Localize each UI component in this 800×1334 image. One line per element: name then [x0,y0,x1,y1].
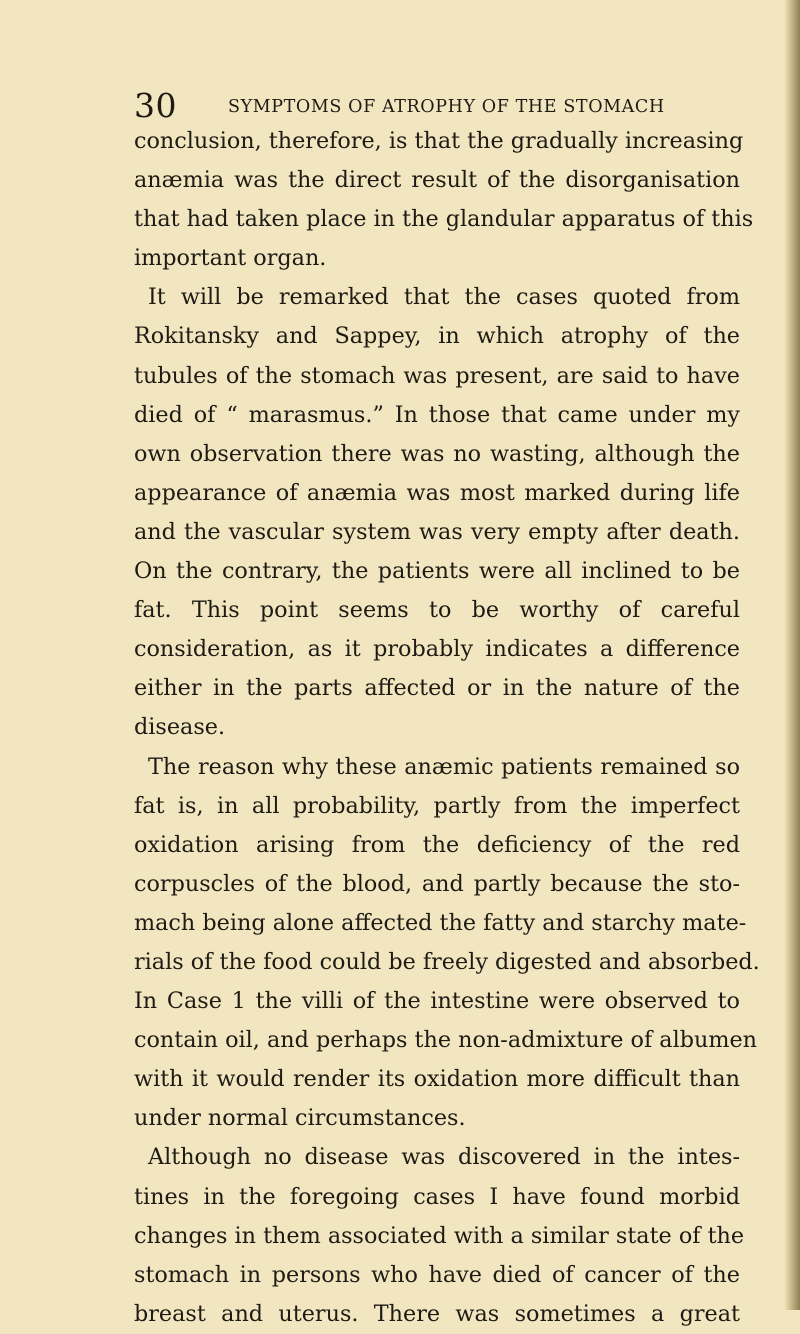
text-line: oxidation arising from the deficiency of the red [134,831,740,858]
text-line: either in the parts affected or in the nature of the [134,675,740,702]
text-line: important organ. [134,245,327,272]
text-line: under normal circumstances. [134,1105,466,1132]
text-line: rials of the food could be freely digested and absorbed. [134,948,760,975]
text-line: On the contrary, the patients were all inclined to be [134,558,740,585]
text-line: with it would render its oxidation more difficult than [134,1066,740,1093]
text-line: stomach in persons who have died of cancer of the [134,1261,740,1288]
text-line: breast and uterus. There was sometimes a great [134,1300,740,1327]
page-edge-shadow [784,0,800,1310]
text-line: consideration, as it probably indicates a difference [134,636,740,663]
text-line: Rokitansky and Sappey, in which atrophy of the [134,323,740,350]
text-line: mach being alone affected the fatty and starchy mate- [134,909,747,936]
text-line: fat is, in all probability, partly from the imperfect [134,792,740,819]
text-line: fat. This point seems to be worthy of careful [134,597,740,624]
text-line: own observation there was no wasting, although the [134,440,740,467]
text-line: contain oil, and perhaps the non-admixture of albumen [134,1027,758,1054]
text-line: conclusion, therefore, is that the gradually increasing [134,128,744,154]
page-number: 30 [134,86,177,125]
page-header [134,86,774,126]
text-line: The reason why these anæmic patients remained so [148,753,740,780]
text-line: and the vascular system was very empty after death. [134,518,740,545]
text-line: In Case 1 the villi of the intestine were observed to [134,988,740,1015]
text-line: tubules of the stomach was present, are said to have [134,362,740,389]
text-line: Although no disease was discovered in the intes- [148,1144,740,1171]
text-line: corpuscles of the blood, and partly because the sto- [134,870,740,897]
running-title: SYMPTOMS OF ATROPHY OF THE STOMACH [228,97,665,117]
body-text [134,122,760,1334]
text-line: died of “ marasmus.” In those that came under my [134,401,740,428]
text-line: It will be remarked that the cases quoted from [148,284,740,311]
text-line: changes in them associated with a similar state of the [134,1222,745,1249]
text-line: anæmia was the direct result of the disorganisation [134,167,740,194]
text-line: tines in the foregoing cases I have found morbid [134,1183,740,1210]
text-line: appearance of anæmia was most marked during life [134,479,740,506]
text-line: that had taken place in the glandular apparatus of this [134,206,754,233]
text-line: disease. [134,714,226,741]
